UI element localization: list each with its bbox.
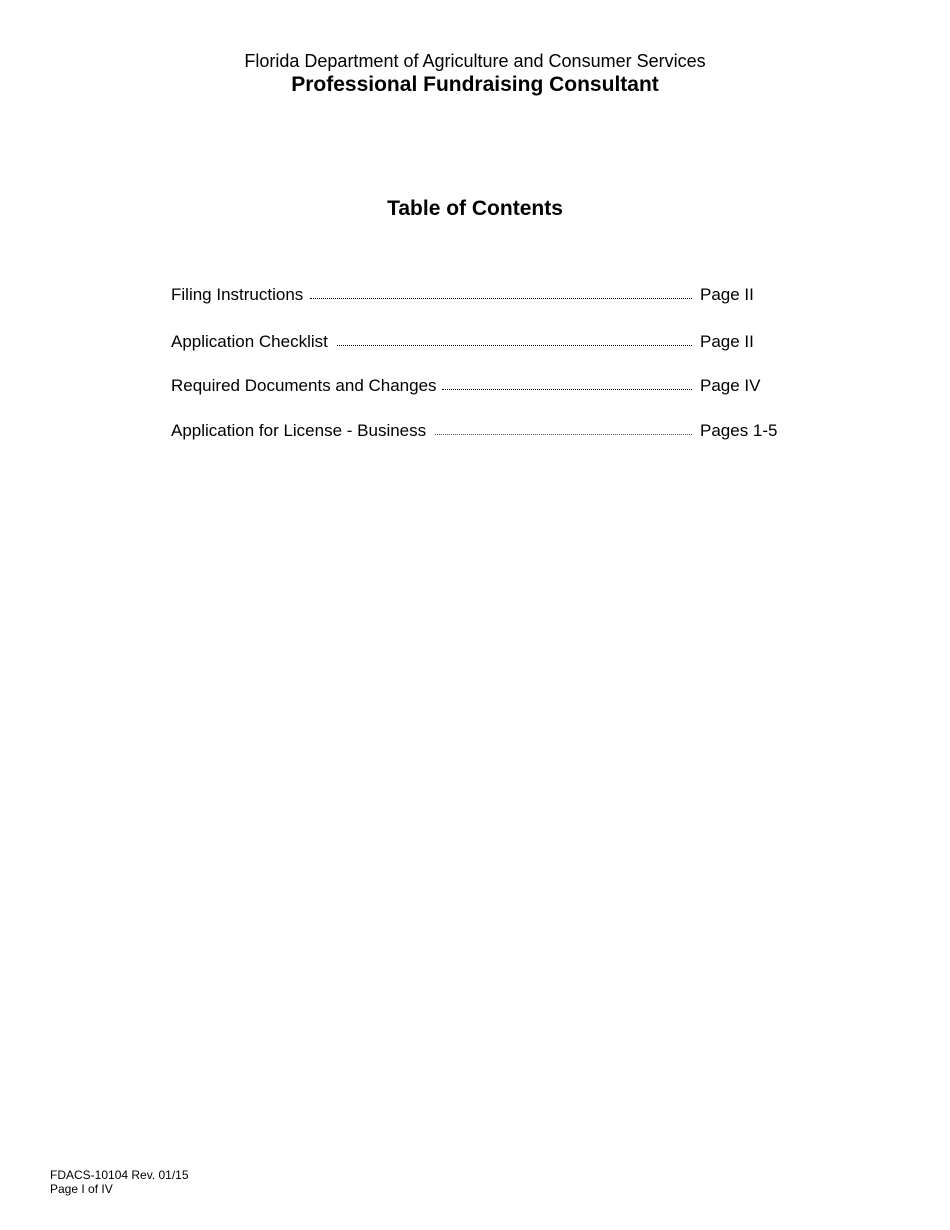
toc-entry-application-checklist [171,331,791,353]
form-number: FDACS-10104 Rev. 01/15 [50,1168,189,1182]
toc-leader [435,434,692,435]
document-header [0,50,950,98]
document-title: Professional Fundraising Consultant [291,73,659,96]
toc-entry-page: Pages 1-5 [700,421,778,440]
toc-entry-label: Application Checklist [171,332,328,351]
document-footer [50,1168,189,1196]
toc-entry-label: Application for License - Business [171,421,427,440]
toc-entry-label: Required Documents and Changes [171,376,437,395]
toc-entry-page: Page II [700,285,754,304]
toc-leader [442,389,692,390]
toc-leader [310,298,692,299]
toc-leader [337,345,692,346]
toc-entry-page: Page IV [700,376,761,395]
toc-entry-page: Page II [700,332,754,351]
toc-entry-filing-instructions [171,284,791,306]
toc-heading: Table of Contents [387,197,563,220]
agency-name: Florida Department of Agriculture and Consumer Services [244,51,706,71]
toc-entry-application-for-license [171,420,791,442]
toc-entry-label: Filing Instructions [171,285,304,304]
toc-entry-required-documents [171,375,791,397]
page-indicator: Page I of IV [50,1182,113,1196]
